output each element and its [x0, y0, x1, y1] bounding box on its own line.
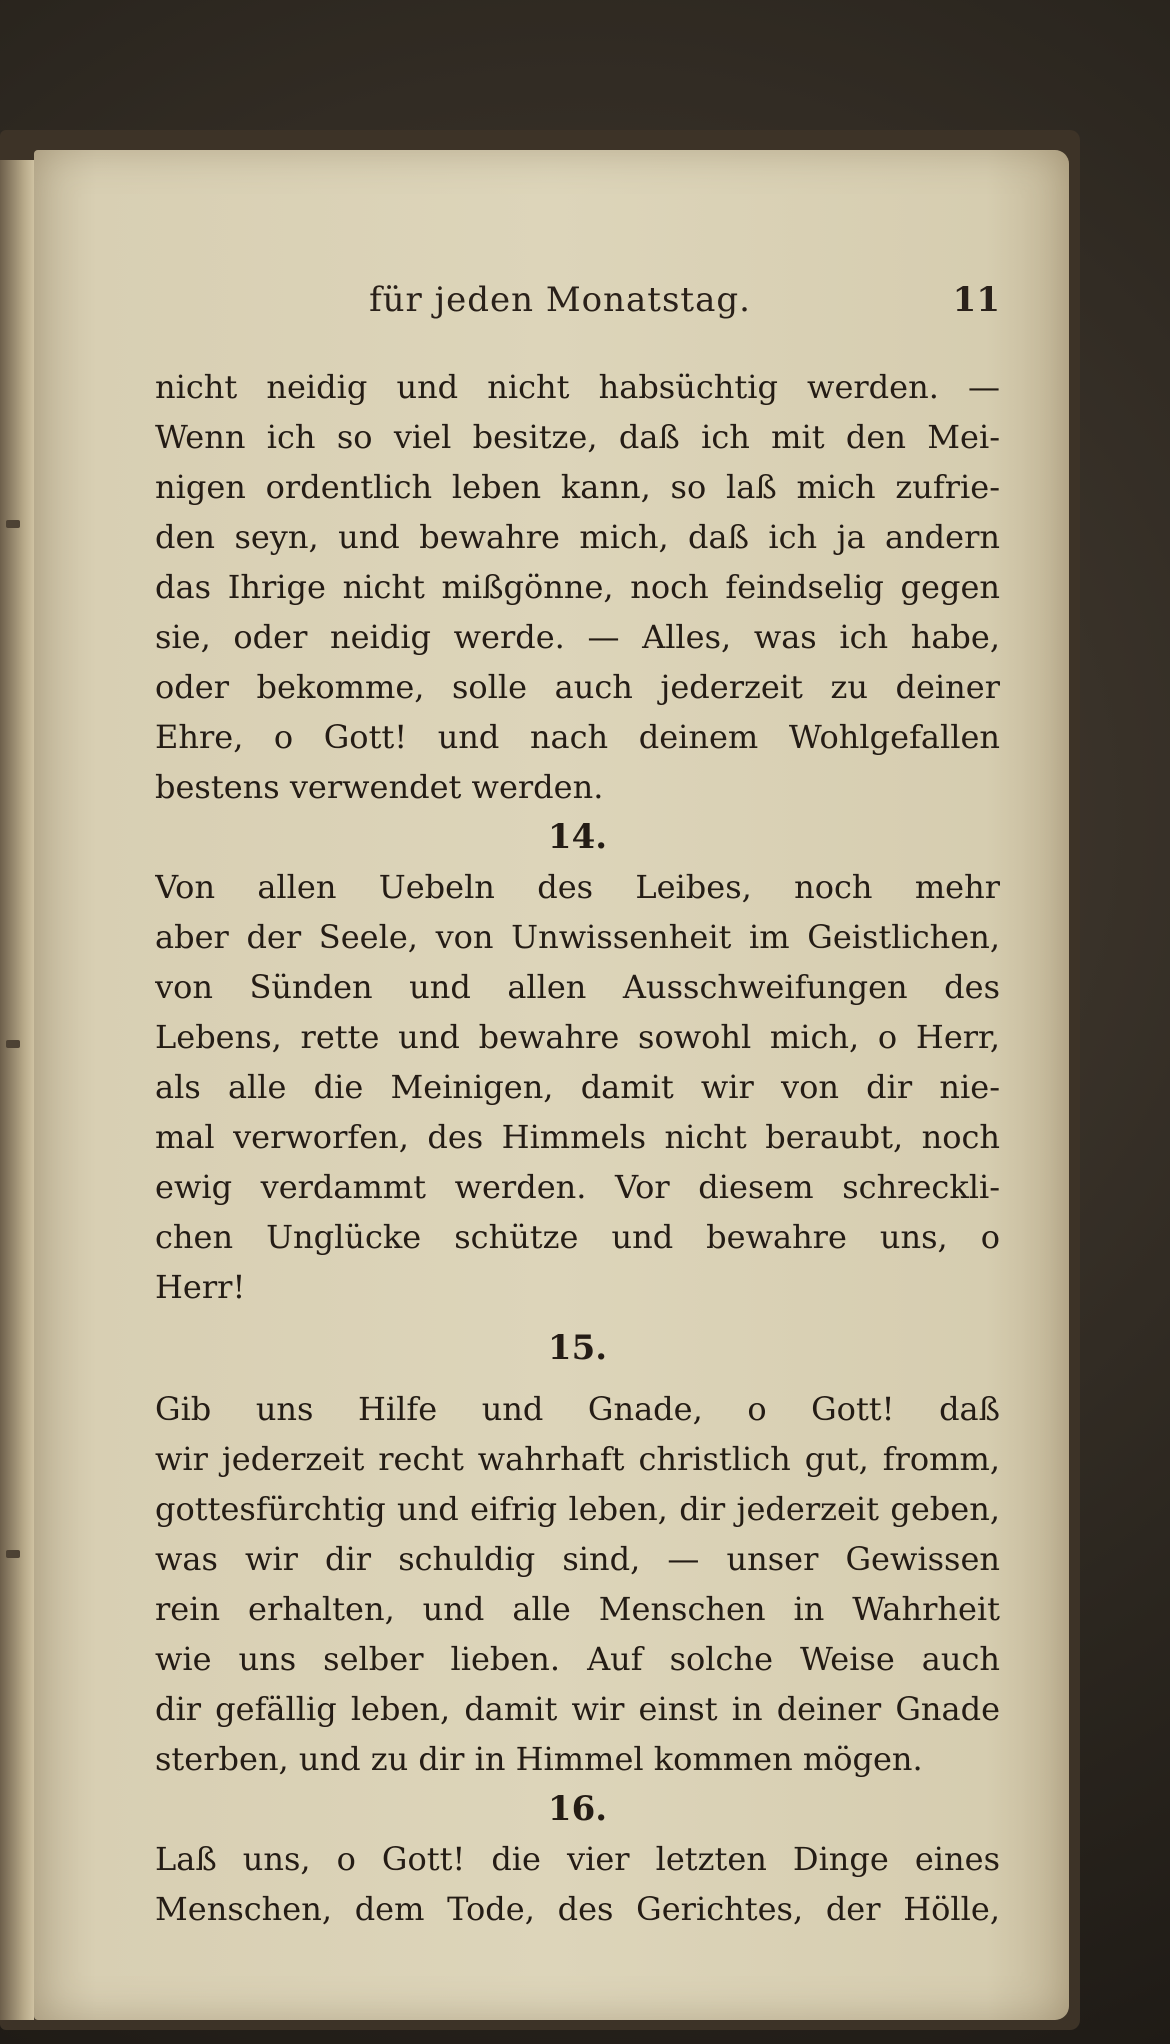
running-title: für jeden Monatstag.	[369, 280, 751, 320]
text-line: den seyn, und bewahre mich, daß ich ja andern	[155, 518, 1000, 556]
page-text	[155, 362, 1000, 1934]
text-line: von Sünden und allen Ausschweifungen des	[155, 968, 1000, 1006]
text-line: wie uns selber lieben. Auf solche Weise auch	[155, 1640, 1000, 1678]
section-16-paragraph	[155, 1834, 1000, 1934]
text-line: gottesfürchtig und eifrig leben, dir jederzeit geben,	[155, 1490, 1000, 1528]
text-line: bestens verwendet werden.	[155, 768, 604, 806]
text-line: als alle die Meinigen, damit wir von dir nie-	[155, 1068, 1000, 1106]
text-line: was wir dir schuldig sind, — unser Gewissen	[155, 1540, 1000, 1578]
text-line: wir jederzeit recht wahrhaft christlich gut, fromm,	[155, 1440, 1000, 1478]
text-line: chen Unglücke schütze und bewahre uns, o	[155, 1218, 1000, 1256]
text-line: oder bekomme, solle auch jederzeit zu deiner	[155, 668, 1000, 706]
text-line: Laß uns, o Gott! die vier letzten Dinge eines	[155, 1840, 1000, 1878]
margin-mark	[6, 1040, 20, 1048]
text-line: aber der Seele, von Unwissenheit im Geistlichen,	[155, 918, 1000, 956]
page-number: 11	[952, 280, 1000, 320]
text-line: rein erhalten, und alle Menschen in Wahrheit	[155, 1590, 1000, 1628]
text-line: Lebens, rette und bewahre sowohl mich, o Herr,	[155, 1018, 1000, 1056]
margin-mark	[6, 1550, 20, 1558]
text-line: sie, oder neidig werde. — Alles, was ich habe,	[155, 618, 1000, 656]
text-line: nicht neidig und nicht habsüchtig werden. —	[155, 368, 1000, 406]
text-line: das Ihrige nicht mißgönne, noch feindselig gegen	[155, 568, 1000, 606]
text-line: Ehre, o Gott! und nach deinem Wohlgefallen	[155, 718, 1000, 756]
text-line: nigen ordentlich leben kann, so laß mich zufrie-	[155, 468, 1000, 506]
text-line: mal verworfen, des Himmels nicht beraubt, noch	[155, 1118, 1000, 1156]
section-15-paragraph	[155, 1384, 1000, 1784]
text-line: ewig verdammt werden. Vor diesem schreckli-	[155, 1168, 1000, 1206]
text-line: Von allen Uebeln des Leibes, noch mehr	[155, 868, 1000, 906]
text-line: Menschen, dem Tode, des Gerichtes, der Hölle,	[155, 1890, 1000, 1928]
text-line: Herr!	[155, 1268, 246, 1306]
margin-mark	[6, 520, 20, 528]
text-line: dir gefällig leben, damit wir einst in deiner Gnade	[155, 1690, 1000, 1728]
text-line: Gib uns Hilfe und Gnade, o Gott! daß	[155, 1390, 1000, 1428]
section-number-14: 14.	[547, 817, 608, 857]
text-line: sterben, und zu dir in Himmel kommen mögen.	[155, 1740, 923, 1778]
section-14-paragraph	[155, 862, 1000, 1312]
text-line: Wenn ich so viel besitze, daß ich mit den Mei-	[155, 418, 1000, 456]
section-number-15: 15.	[547, 1328, 608, 1368]
section-number-16: 16.	[547, 1789, 608, 1829]
intro-paragraph	[155, 362, 1000, 812]
page-header	[120, 280, 1000, 330]
left-page-edge	[0, 160, 36, 2020]
